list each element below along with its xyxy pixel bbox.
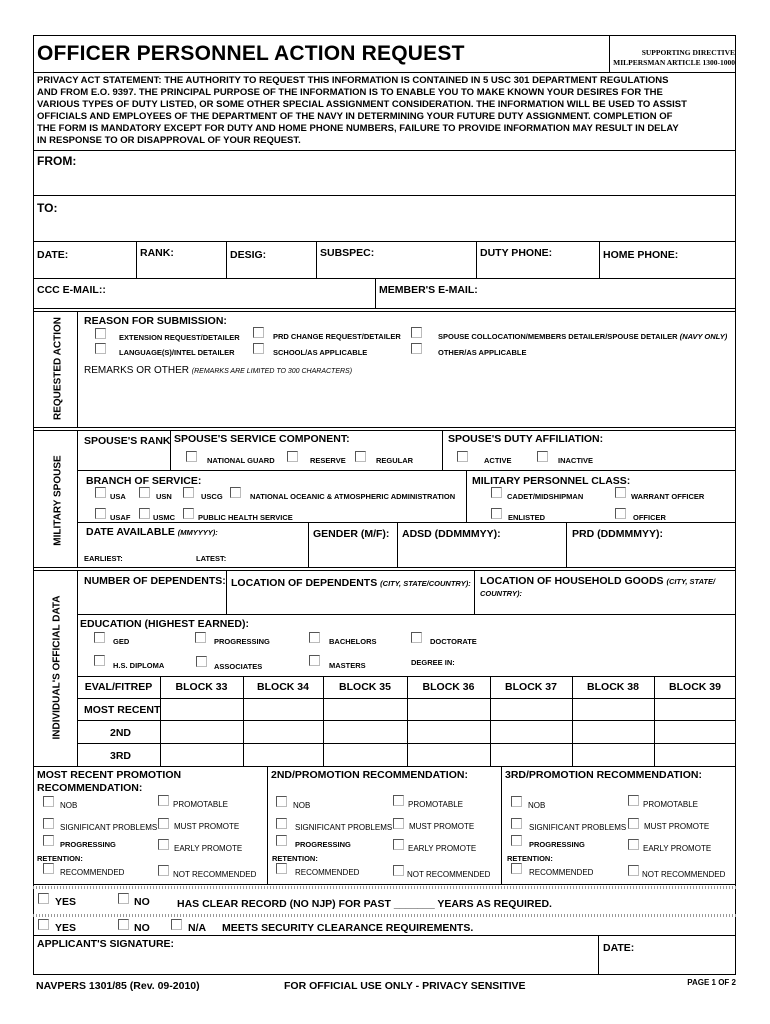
directive-article: MILPERSMAN ARTICLE 1300-1000	[613, 58, 735, 67]
uscg-label: USCG	[201, 492, 223, 501]
promo3-nob-label: NOB	[528, 801, 546, 810]
promo2-notrec-label: NOT RECOMMENDED	[407, 870, 491, 879]
promo3-notrec-checkbox[interactable]	[628, 865, 639, 876]
phs-checkbox[interactable]	[183, 508, 194, 519]
promo-col2-title: 2ND/PROMOTION RECOMMENDATION:	[271, 769, 468, 781]
usn-label: USN	[156, 492, 172, 501]
promo1-progressing-checkbox[interactable]	[43, 835, 54, 846]
promo1-nob-label: NOB	[60, 801, 78, 810]
masters-checkbox[interactable]	[309, 655, 320, 666]
doctorate-checkbox[interactable]	[411, 632, 422, 643]
njp-yes-checkbox[interactable]	[38, 893, 49, 904]
promo3-recommended-label: RECOMMENDED	[529, 868, 594, 877]
njp-yes-label: YES	[55, 896, 77, 908]
fitrep-header-block37: BLOCK 37	[505, 681, 557, 693]
earliest-label: EARLIEST:	[84, 554, 123, 563]
regular-label: REGULAR	[376, 456, 414, 465]
fitrep-header-block34: BLOCK 34	[257, 681, 309, 693]
degree-in-label: DEGREE IN:	[411, 658, 455, 667]
usmc-label: USMC	[153, 513, 176, 522]
progressing-edu-label: PROGRESSING	[214, 637, 270, 646]
inactive-label: INACTIVE	[558, 456, 594, 465]
loc-dependents-label: LOCATION OF DEPENDENTS (CITY, STATE/COUNTRY):	[231, 577, 471, 589]
spouse-rank-label: SPOUSE'S RANK	[84, 435, 171, 447]
promo3-promotable-checkbox[interactable]	[628, 795, 639, 806]
security-statement: MEETS SECURITY CLEARANCE REQUIREMENTS.	[222, 922, 474, 934]
fitrep-header-eval: EVAL/FITREP	[84, 681, 153, 693]
fitrep-header-block35: BLOCK 35	[339, 681, 391, 693]
extension-request-checkbox[interactable]	[95, 328, 106, 339]
usa-checkbox[interactable]	[95, 487, 106, 498]
fitrep-row-3rd: 3RD	[110, 750, 132, 762]
security-no-label: NO	[134, 922, 150, 934]
doctorate-label: DOCTORATE	[430, 637, 477, 646]
bachelors-label: BACHELORS	[329, 637, 377, 646]
promo1-mustpromote-label: MUST PROMOTE	[174, 822, 240, 831]
spouse-collocation-label: SPOUSE COLLOCATION/MEMBERS DETAILER/SPOUSE DETAILER (NAVY ONLY)	[438, 332, 728, 341]
school-checkbox[interactable]	[253, 343, 264, 354]
directive-label: SUPPORTING DIRECTIVE	[641, 48, 735, 57]
promo3-progressing-checkbox[interactable]	[511, 835, 522, 846]
active-label: ACTIVE	[484, 456, 512, 465]
promo-col1-title: MOST RECENT PROMOTION	[37, 769, 182, 781]
spouse-collocation-checkbox[interactable]	[411, 327, 422, 338]
promo2-sigprob-checkbox[interactable]	[276, 818, 287, 829]
education-label: EDUCATION (HIGHEST EARNED):	[80, 618, 249, 630]
promo1-notrec-label: NOT RECOMMENDED	[173, 870, 257, 879]
officer-label: OFFICER	[633, 513, 666, 522]
rank-label: RANK:	[140, 247, 174, 259]
noaa-label: NATIONAL OCEANIC & ATMOSPHERIC ADMINISTRATION	[250, 492, 456, 501]
promo3-sigprob-checkbox[interactable]	[511, 818, 522, 829]
masters-label: MASTERS	[329, 661, 366, 670]
fitrep-header-block38: BLOCK 38	[587, 681, 639, 693]
ged-checkbox[interactable]	[94, 632, 105, 643]
promo2-recommended-checkbox[interactable]	[276, 863, 287, 874]
cadet-checkbox[interactable]	[491, 487, 502, 498]
language-intel-label: LANGUAGE(S)/INTEL DETAILER	[119, 348, 235, 357]
security-na-checkbox[interactable]	[171, 919, 182, 930]
page-title: OFFICER PERSONNEL ACTION REQUEST	[37, 42, 465, 65]
fitrep-cell-2nd[interactable]	[162, 722, 734, 742]
security-no-checkbox[interactable]	[118, 919, 129, 930]
usn-checkbox[interactable]	[139, 487, 150, 498]
other-checkbox[interactable]	[411, 343, 422, 354]
signature-date-field[interactable]	[640, 940, 732, 970]
prd-label: PRD (DDMMMYY):	[572, 528, 663, 540]
adsd-label: ADSD (DDMMMYY):	[402, 528, 501, 540]
fitrep-header-block36: BLOCK 36	[422, 681, 475, 693]
school-label: SCHOOL/AS APPLICABLE	[273, 348, 368, 357]
applicant-signature-label: APPLICANT'S SIGNATURE:	[37, 938, 175, 950]
promo1-mustpromote-checkbox[interactable]	[158, 818, 169, 829]
promo2-nob-label: NOB	[293, 801, 311, 810]
duty-affiliation-label: SPOUSE'S DUTY AFFILIATION:	[448, 433, 604, 445]
remarks-label: REMARKS OR OTHER (REMARKS ARE LIMITED TO 300 CHARACTERS)	[84, 365, 353, 376]
regular-checkbox[interactable]	[355, 451, 366, 462]
military-spouse-side-label: MILITARY SPOUSE	[52, 455, 64, 546]
reason-for-submission-label: REASON FOR SUBMISSION:	[84, 315, 227, 327]
promo1-recommended-label: RECOMMENDED	[60, 868, 125, 877]
remarks-field[interactable]	[82, 378, 732, 424]
promo2-sigprob-label: SIGNIFICANT PROBLEMS	[295, 823, 393, 832]
requested-action-side-label: REQUESTED ACTION	[52, 317, 64, 420]
prd-change-checkbox[interactable]	[253, 327, 264, 338]
signature-date-label: DATE:	[603, 942, 635, 954]
page-number: PAGE 1 OF 2	[687, 978, 736, 987]
promo2-nob-checkbox[interactable]	[276, 796, 287, 807]
promo2-mustpromote-label: MUST PROMOTE	[409, 822, 475, 831]
associates-label: ASSOCIATES	[214, 662, 263, 671]
loc-household-goods-label: LOCATION OF HOUSEHOLD GOODS (CITY, STATE/	[480, 575, 716, 587]
member-email-label: MEMBER'S E-MAIL:	[379, 284, 478, 296]
promo1-recommended-checkbox[interactable]	[43, 863, 54, 874]
service-component-label: SPOUSE'S SERVICE COMPONENT:	[174, 433, 350, 445]
promo3-mustpromote-label: MUST PROMOTE	[644, 822, 710, 831]
promo3-mustpromote-checkbox[interactable]	[628, 818, 639, 829]
date-label: DATE:	[37, 249, 69, 261]
usmc-checkbox[interactable]	[139, 508, 150, 519]
promo3-early-label: EARLY PROMOTE	[643, 844, 712, 853]
promo2-early-label: EARLY PROMOTE	[408, 844, 477, 853]
fitrep-cell-3rd[interactable]	[162, 745, 734, 765]
subspec-label: SUBSPEC:	[320, 247, 375, 259]
usaf-label: USAF	[110, 513, 131, 522]
warrant-checkbox[interactable]	[615, 487, 626, 498]
promo1-early-label: EARLY PROMOTE	[174, 844, 243, 853]
officer-checkbox[interactable]	[615, 508, 626, 519]
associates-checkbox[interactable]	[196, 656, 207, 667]
fitrep-row-2nd: 2ND	[110, 727, 132, 739]
progressing-edu-checkbox[interactable]	[195, 632, 206, 643]
promo3-early-checkbox[interactable]	[628, 839, 639, 850]
promo2-mustpromote-checkbox[interactable]	[393, 818, 404, 829]
promo3-notrec-label: NOT RECOMMENDED	[642, 870, 726, 879]
promo1-sigprob-label: SIGNIFICANT PROBLEMS	[60, 823, 158, 832]
official-data-side-label: INDIVIDUAL'S OFFICIAL DATA	[51, 595, 63, 740]
loc-household-goods-format: COUNTRY):	[480, 589, 522, 598]
reserve-label: RESERVE	[310, 456, 346, 465]
hs-diploma-checkbox[interactable]	[94, 655, 105, 666]
promo3-retention-label: RETENTION:	[507, 854, 553, 863]
phs-label: PUBLIC HEALTH SERVICE	[198, 513, 293, 522]
national-guard-label: NATIONAL GUARD	[207, 456, 275, 465]
latest-label: LATEST:	[196, 554, 227, 563]
promo2-retention-label: RETENTION:	[272, 854, 318, 863]
promo3-nob-checkbox[interactable]	[511, 796, 522, 807]
inactive-checkbox[interactable]	[537, 451, 548, 462]
promo2-early-checkbox[interactable]	[393, 839, 404, 850]
njp-statement: HAS CLEAR RECORD (NO NJP) FOR PAST _______ YEARS AS REQUIRED.	[177, 898, 552, 910]
form-number: NAVPERS 1301/85 (Rev. 09-2010)	[36, 980, 200, 992]
fitrep-cell-most-recent[interactable]	[162, 700, 734, 719]
classification-notice: FOR OFFICIAL USE ONLY - PRIVACY SENSITIVE	[284, 980, 526, 992]
usaf-checkbox[interactable]	[95, 508, 106, 519]
promo1-promotable-checkbox[interactable]	[158, 795, 169, 806]
ged-label: GED	[113, 637, 130, 646]
prd-change-label: PRD CHANGE REQUEST/DETAILER	[273, 332, 401, 341]
promo2-promotable-label: PROMOTABLE	[408, 800, 463, 809]
national-guard-checkbox[interactable]	[186, 451, 197, 462]
enlisted-label: ENLISTED	[508, 513, 546, 522]
extension-request-label: EXTENSION REQUEST/DETAILER	[119, 333, 240, 342]
applicant-signature-field[interactable]	[40, 950, 590, 972]
reserve-checkbox[interactable]	[287, 451, 298, 462]
duty-phone-label: DUTY PHONE:	[480, 247, 553, 259]
from-label: FROM:	[37, 154, 77, 168]
personnel-class-label: MILITARY PERSONNEL CLASS:	[472, 475, 631, 487]
promo2-progressing-checkbox[interactable]	[276, 835, 287, 846]
promo3-sigprob-label: SIGNIFICANT PROBLEMS	[529, 823, 627, 832]
security-yes-label: YES	[55, 922, 77, 934]
njp-no-checkbox[interactable]	[118, 893, 129, 904]
gender-label: GENDER (M/F):	[313, 528, 390, 540]
promo1-notrec-checkbox[interactable]	[158, 865, 169, 876]
usa-label: USA	[110, 492, 126, 501]
to-label: TO:	[37, 201, 58, 215]
cadet-label: CADET/MIDSHIPMAN	[507, 492, 584, 501]
bachelors-checkbox[interactable]	[309, 632, 320, 643]
njp-no-label: NO	[134, 896, 150, 908]
promo2-recommended-label: RECOMMENDED	[295, 868, 360, 877]
promo2-notrec-checkbox[interactable]	[393, 865, 404, 876]
promo3-recommended-checkbox[interactable]	[511, 863, 522, 874]
promo1-nob-checkbox[interactable]	[43, 796, 54, 807]
language-intel-checkbox[interactable]	[95, 343, 106, 354]
branch-of-service-label: BRANCH OF SERVICE:	[86, 475, 202, 487]
degree-in-field[interactable]	[458, 654, 728, 672]
fitrep-header-block33: BLOCK 33	[175, 681, 228, 693]
promo1-early-checkbox[interactable]	[158, 839, 169, 850]
promo-col3-title: 3RD/PROMOTION RECOMMENDATION:	[505, 769, 702, 781]
active-checkbox[interactable]	[457, 451, 468, 462]
promo3-promotable-label: PROMOTABLE	[643, 800, 698, 809]
promo1-sigprob-checkbox[interactable]	[43, 818, 54, 829]
noaa-checkbox[interactable]	[230, 487, 241, 498]
hs-diploma-label: H.S. DIPLOMA	[113, 661, 165, 670]
promo2-promotable-checkbox[interactable]	[393, 795, 404, 806]
promo1-progressing-label: PROGRESSING	[60, 840, 116, 849]
promo2-progressing-label: PROGRESSING	[295, 840, 351, 849]
promo-col1-title-line2: RECOMMENDATION:	[37, 782, 143, 794]
date-available-label: DATE AVAILABLE (MMYYYY):	[86, 526, 218, 538]
promo1-promotable-label: PROMOTABLE	[173, 800, 228, 809]
fitrep-header-block39: BLOCK 39	[669, 681, 721, 693]
ccc-email-label: CCC E-MAIL::	[37, 284, 106, 296]
fitrep-row-most-recent: MOST RECENT	[84, 704, 161, 716]
security-na-label: N/A	[188, 922, 207, 934]
warrant-label: WARRANT OFFICER	[631, 492, 705, 501]
home-phone-label: HOME PHONE:	[603, 249, 679, 261]
security-yes-checkbox[interactable]	[38, 919, 49, 930]
promo1-retention-label: RETENTION:	[37, 854, 83, 863]
promo3-progressing-label: PROGRESSING	[529, 840, 585, 849]
from-field[interactable]	[80, 152, 730, 194]
other-label: OTHER/AS APPLICABLE	[438, 348, 527, 357]
desig-label: DESIG:	[230, 249, 267, 261]
enlisted-checkbox[interactable]	[491, 508, 502, 519]
num-dependents-label: NUMBER OF DEPENDENTS:	[84, 575, 226, 587]
uscg-checkbox[interactable]	[183, 487, 194, 498]
to-field[interactable]	[70, 197, 730, 239]
